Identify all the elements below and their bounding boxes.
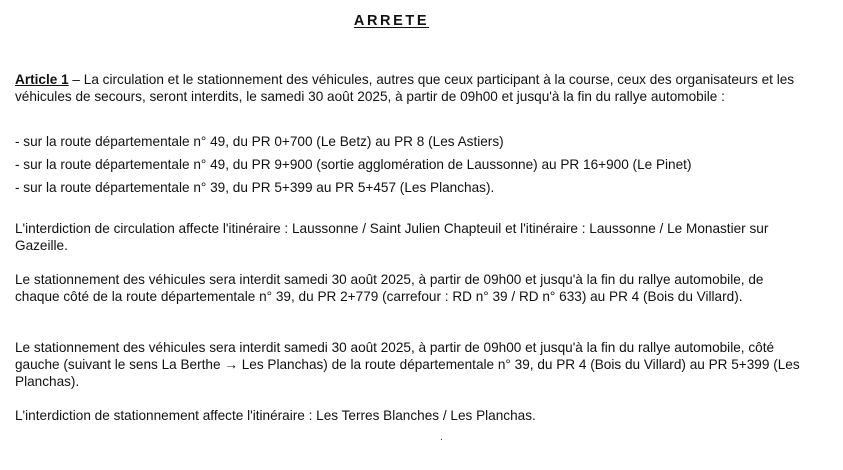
document-title: ARRETE	[353, 13, 430, 29]
article-1-paragraph	[15, 71, 805, 105]
article-dash: –	[68, 72, 84, 87]
parking-ban-left-side-paragraph: Le stationnement des véhicules sera interdit samedi 30 août 2025, à partir de 09h00 et jusqu'à la fin du rallye automobile, côté gauche (suivant le sens La Berthe → Les Planchas) de la route départementale n° 39, du PR 4 (Bois du Villard) au PR 5+399 (Les Planchas).	[15, 340, 800, 389]
parking-ban-itinerary-paragraph: L'interdiction de stationnement affecte l'itinéraire : Les Terres Blanches / Les Planchas.	[15, 408, 536, 423]
bullet-item: - sur la route départementale n° 49, du PR 9+900 (sortie agglomération de Laussonne) au PR 16+900 (Le Pinet)	[15, 157, 692, 172]
bullet-item: - sur la route départementale n° 49, du PR 0+700 (Le Betz) au PR 8 (Les Astiers)	[15, 134, 504, 149]
page-mark: .	[440, 432, 443, 443]
traffic-ban-itinerary-paragraph: L'interdiction de circulation affecte l'itinéraire : Laussonne / Saint Julien Chapteuil et l'itinéraire : Laussonne / Le Monastier sur Gazeille.	[15, 221, 769, 253]
article-intro-text: La circulation et le stationnement des véhicules, autres que ceux participant à la course, ceux des organisateurs et les véhicules de secours, seront interdits, le samedi 30 août 2025, à partir de 09h00 et jusqu'à la fin du rallye automobile :	[15, 72, 795, 104]
parking-ban-both-sides-paragraph: Le stationnement des véhicules sera interdit samedi 30 août 2025, à partir de 09h00 et jusqu'à la fin du rallye automobile, de chaque côté de la route départementale n° 39, du PR 2+779 (carrefour : RD n° 39 / RD n° 633) au PR 4 (Bois du Villard).	[15, 272, 764, 304]
bullet-item: - sur la route départementale n° 39, du PR 5+399 au PR 5+457 (Les Planchas).	[15, 180, 495, 195]
article-label: Article 1	[15, 72, 69, 87]
